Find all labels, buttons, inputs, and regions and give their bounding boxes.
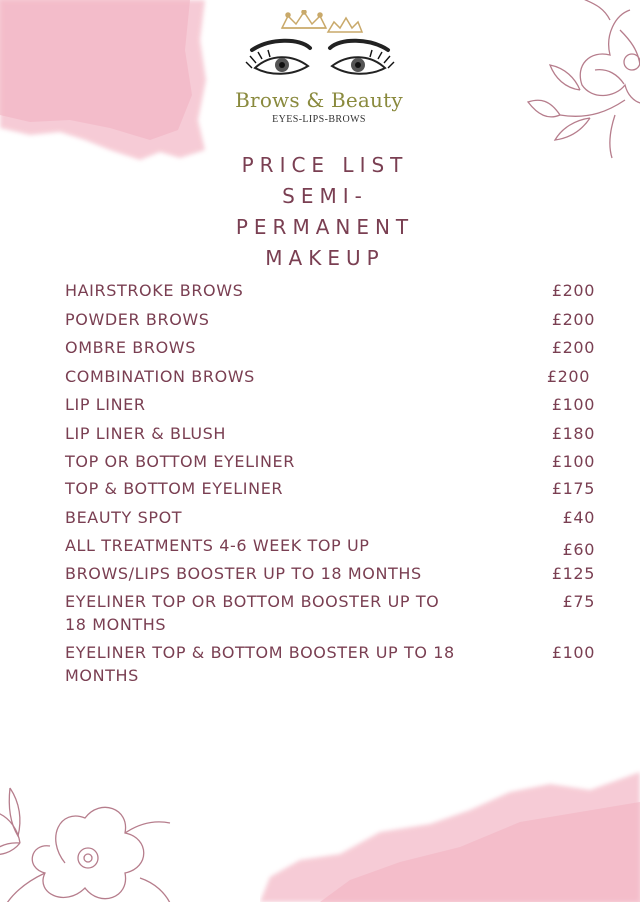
treatment-name: OMBRE BROWS [65,338,196,357]
treatment-name: POWDER BROWS [65,310,210,329]
subtitle-line: SEMI- [282,184,368,208]
treatment-name: BROWS/LIPS BOOSTER UP TO 18 MONTHS [65,564,422,583]
watercolor-splash-bottom [260,762,640,902]
brand-name: Brows & Beauty [235,88,403,112]
crown-eyes-icon [230,10,410,90]
treatment-name: LIP LINER [65,395,146,414]
page-title [190,150,460,274]
treatment-price: £175 [551,479,595,498]
treatment-name: EYELINER TOP OR BOTTOM BOOSTER UP TO 18 MONTHS [65,592,440,634]
watercolor-splash-top [0,0,220,170]
treatment-price: £40 [562,508,595,527]
treatment-price: £75 [562,592,595,611]
brand-tagline: EYES-LIPS-BROWS [272,114,366,125]
title-line: PRICE LIST [241,153,409,177]
treatment-price: £200 [551,310,595,329]
treatment-name: LIP LINER & BLUSH [65,424,227,443]
treatment-price: £60 [562,540,595,559]
flower-icon [520,0,640,160]
treatment-price: £100 [551,643,595,662]
flower-icon [0,768,180,902]
treatment-name: TOP OR BOTTOM EYELINER [65,452,295,471]
treatment-price: £180 [551,424,595,443]
subtitle-line: MAKEUP [265,246,385,270]
treatment-name: ALL TREATMENTS 4-6 WEEK TOP UP [65,536,370,555]
treatment-price: £100 [551,395,595,414]
treatment-name: BEAUTY SPOT [65,508,183,527]
subtitle-line: PERMANENT [235,215,415,239]
treatment-price: £100 [551,452,595,471]
treatment-name: COMBINATION BROWS [65,367,255,386]
treatment-name: TOP & BOTTOM EYELINER [65,479,284,498]
treatment-price: £200 [551,281,595,300]
treatment-price: £125 [551,564,595,583]
treatment-name: HAIRSTROKE BROWS [65,281,244,300]
brand-logo [230,10,410,128]
treatment-name: EYELINER TOP & BOTTOM BOOSTER UP TO 18 MONTHS [65,643,455,685]
treatment-price: £200 [546,367,590,386]
treatment-price: £200 [551,338,595,357]
